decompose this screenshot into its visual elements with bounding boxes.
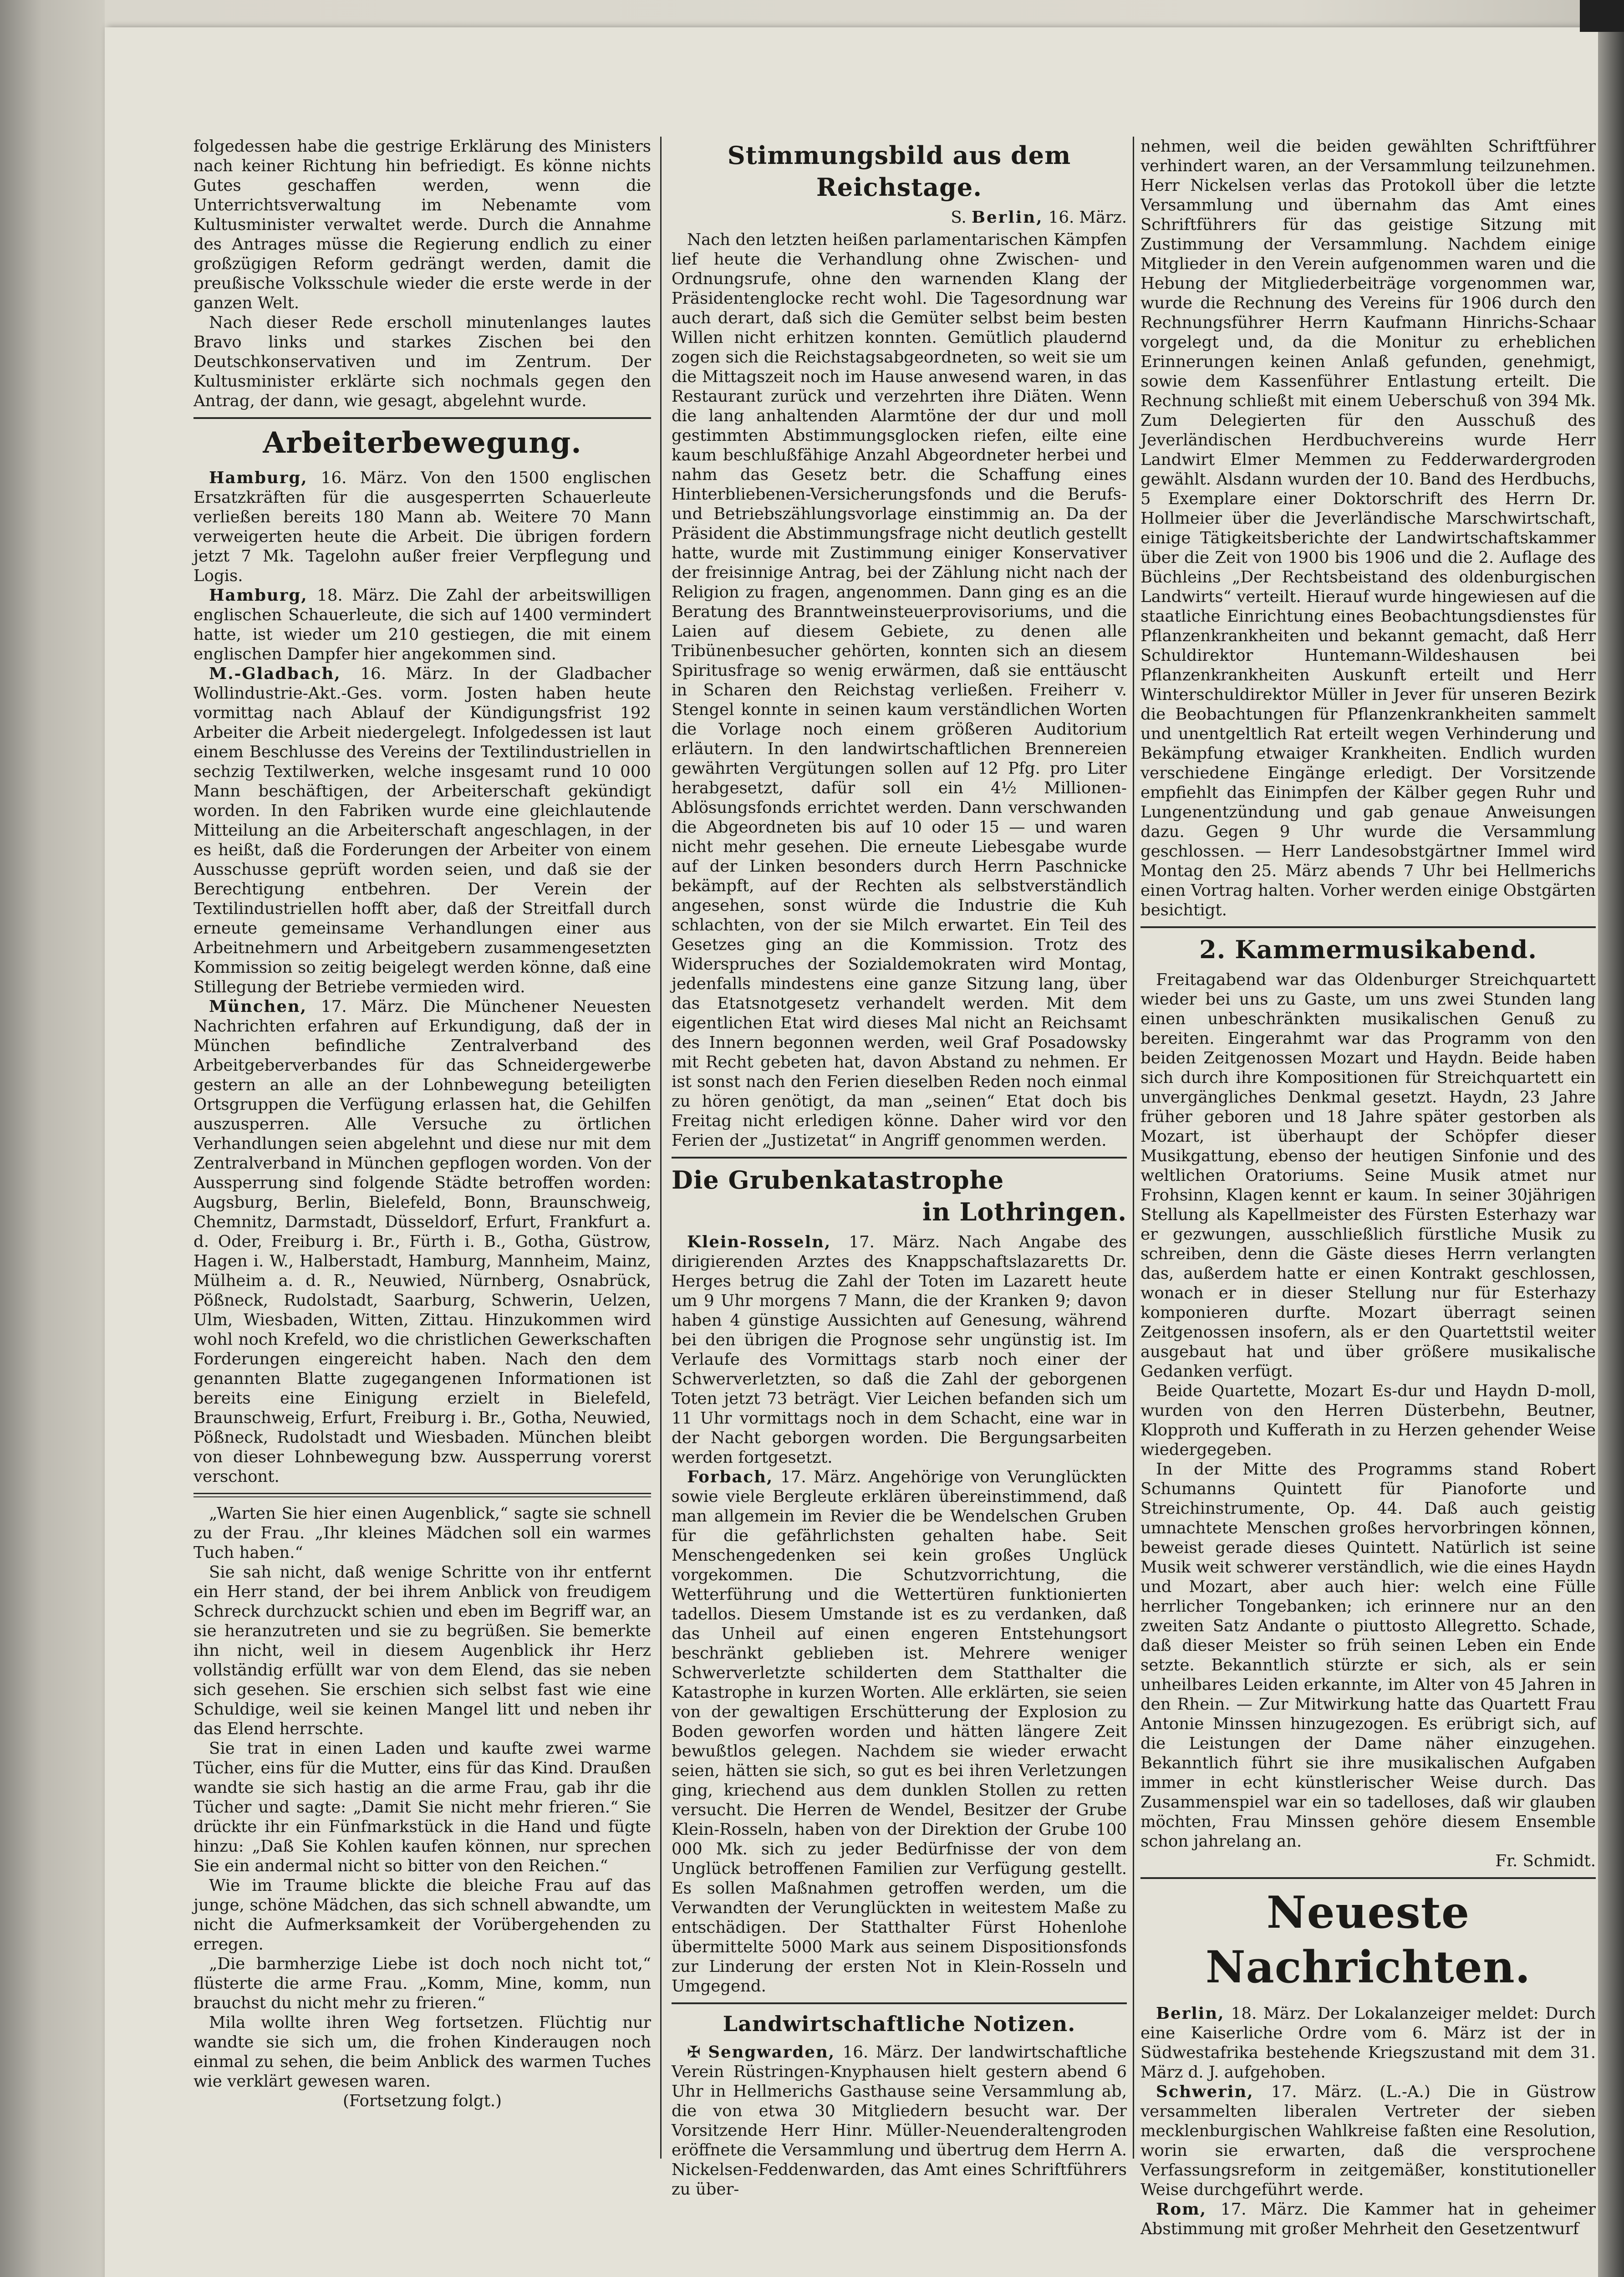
section-divider <box>1140 926 1596 928</box>
section-heading: Arbeiterbewegung. <box>263 426 582 460</box>
article-continuation: folgedessen habe die gestrige Erklärung des Ministers nach keiner Richtung hin befriedigt. Es könne nichts Gutes geschaffen werden, wenn die Unterrichtsverwaltung im Nebenamte vom Kultusminister verwaltet werde. Durch die Annahme des Antrages müsse die Regierung endlich zu einer großzügigen Reform gedrängt werden, damit die preußische Volksschule wieder die erste werde in der ganzen Welt. <box>193 137 651 312</box>
review-paragraph: In der Mitte des Programms stand Robert Schumanns Quintett für Pianoforte und Streichinstrumente, Op. 44. Daß auch geistig umnachtete Menschen großes hervorbringen können, beweist gerade dieses Quintett. Natürlich ist seine Musik weit schwerer verständlich, wie die eines Haydn und Mozart, aber auch hier: welch eine Fülle herrlicher Tongebanken; ich erinnere nur an den zweiten Satz Andante o piuttosto Allegretto. Schade, daß dieser Meister so früh seinen Leben ein Ende setzte. Bekanntlich stürzte er sich, als er sein unheilbares Leiden erkannte, im Alter von 45 Jahren in den Rhein. — Zur Mitwirkung hatte das Quartett Frau Antonie Minssen hinzugezogen. Es erübrigt sich, auf die Leistungen der Dame näher einzugehen. Bekanntlich führt sie ihre musikalischen Aufgaben immer in echt künstlerischer Weise durch. Das Zusammenspiel war ein so tadelloses, daß wir glauben möchten, Frau Minssen gehöre diesem Ensemble schon jahrelang an. <box>1140 1460 1596 1851</box>
dateline-date: 16. März. <box>1048 208 1127 227</box>
section-divider <box>193 417 651 419</box>
section-heading: Stimmungsbild aus dem Reichstage. <box>727 141 1071 202</box>
story-paragraph: „Die barmherzige Liebe ist doch noch nicht tot,“ flüsterte die arme Frau. „Komm, Mine, komm, nun brauchst du nicht mehr zu frieren.“ <box>193 1955 651 2012</box>
article-paragraph: Nach dieser Rede erscholl minutenlanges lautes Bravo links und starkes Zischen bei den Deutschkonservativen und im Zentrum. Der Kultusminister erklärte sich nochmals gegen den Antrag, der dann, wie gesagt, abgelehnt wurde. <box>193 313 651 410</box>
story-paragraph: Sie trat in einen Laden und kaufte zwei warme Tücher, eins für die Mutter, eins für das Kind. Draußen wandte sie sich hastig an die arme Frau, gab ihr die Tücher und sagte: „Damit Sie nicht mehr frieren.“ Sie drückte ihr ein Fünfmarkstück in die Hand und fügte hinzu: „Daß Sie Kohlen kaufen können, nur sprechen Sie ein andermal nicht so bitter von den Reichen.“ <box>193 1739 651 1875</box>
item-place: Schwerin, <box>1156 2083 1254 2101</box>
item-text: 17. März. Angehörige von Verunglückten sowie viele Bergleute erklären übereinstimmend, daß man allgemein im Revier die be Wendelschen Gruben für die gefährlichsten gehalten habe. Seit Menschengedenken sei kein großes Unglück vorgekommen. Die Schutzvorrichtung, die Wetterführung und die Wettertüren funktionierten tadellos. Diesem Umstande ist es zu verdanken, daß das Unheil auf einen engeren Entstehungsort beschränkt geblieben ist. Mehrere weniger Schwerverletzte schilderten dem Statthalter die Katastrophe in kurzen Worten. Alle erklärten, sie seien von der gewaltigen Erschütterung der Explosion zu Boden geworfen worden und hätten längere Zeit bewußtlos gelegen. Nachdem sie wieder erwacht seien, hätten sie sich, so gut es bei ihren Verletzungen ging, kriechend aus dem dunklen Stollen zu retten versucht. Die Herren de Wendel, Besitzer der Grube Klein-Rosseln, haben von der Direktion der Grube 100 000 Mk. sich zu jeder Bedürfnisse der von dem Unglück betroffenen Familien zur Verfügung gestellt. Es sollen Maßnahmen getroffen werden, um die Verwandten der Verunglückten in weitestem Maße zu entschädigen. Der Statthalter Fürst Hohenlohe übermittelte 5000 Mark aus seinem Dispositionsfonds zur Linderung der ersten Not in Klein-Rosseln und Umgegend. <box>672 1468 1127 1996</box>
news-item <box>193 997 651 1486</box>
item-place: Rom, <box>1156 2200 1207 2219</box>
author-signature: Fr. Schmidt. <box>1495 1852 1596 1870</box>
section-heading: 2. Kammermusikabend. <box>1199 935 1537 964</box>
story-paragraph: Mila wollte ihren Weg fortsetzen. Flüchtig nur wandte sie sich um, die frohen Kinderaugen noch einmal zu sehen, die beim Anblick des warmen Tuches wie verklärt gewesen waren. <box>193 2013 651 2091</box>
story-paragraph: Wie im Traume blickte die bleiche Frau auf das junge, schöne Mädchen, das sich schnell abwandte, um nicht die Aufmerksamkeit der Vorübergehenden zu erregen. <box>193 1876 651 1954</box>
item-text: 17. März. Die Münchener Neuesten Nachrichten erfahren auf Erkundigung, daß der in München befindliche Zentralverband des Arbeitgeberverbandes für das Schneidergewerbe gestern an alle an der Lohnbewegung beteiligten Ortsgruppen die Verfügung erlassen hat, die Gehilfen auszusperren. Alle Versuche zu örtlichen Verhandlungen seien abgelehnt und diese nur mit dem Zentralverband in München gepflogen worden. Von der Aussperrung sind folgende Städte betroffen worden: Augsburg, Berlin, Bielefeld, Bonn, Braunschweig, Chemnitz, Darmstadt, Düsseldorf, Erfurt, Frankfurt a. d. Oder, Freiburg i. Br., Fürth i. B., Gotha, Güstrow, Hagen i. W., Halberstadt, Hamburg, Mannheim, Mainz, Mülheim a. d. R., Neuwied, Nürnberg, Osnabrück, Pößneck, Rudolstadt, Saarburg, Schwerin, Uelzen, Ulm, Wiesbaden, Witten, Zittau. Hinzukommen wird wohl noch Krefeld, wo die christlichen Gewerkschaften Forderungen eingereicht haben. Nach den dem genannten Blatte zugegangenen Informationen ist bereits eine Einigung erzielt in Bielefeld, Braunschweig, Erfurt, Freiburg i. Br., Gotha, Neuwied, Pößneck, Rudolstadt und Wiesbaden. München bleibt von dieser Lohnbewegung bzw. Aussperrung vorerst verschont. <box>193 997 651 1486</box>
item-text: 16. März. Der landwirtschaftliche Verein Rüstringen-Knyphausen hielt gestern abend 6 Uhr in Hellmerichs Gasthause seine Versammlung ab, die von etwa 30 Mitgliedern besucht war. Der Vorsitzende Herr Hinr. Müller-Neuenderaltengroden eröffnete die Versammlung und übertrug dem Herrn A. Nickelsen-Feddenwarden, das Amt eines Schriftführers zu über- <box>672 2043 1127 2199</box>
section-heading-line2: in Lothringen. <box>922 1197 1127 1226</box>
section-heading: Neueste Nachrichten. <box>1205 1887 1531 1993</box>
column-rule <box>660 137 662 2159</box>
ornament-icon: ✠ <box>687 2043 701 2062</box>
review-paragraph: Beide Quartette, Mozart Es-dur und Haydn D-moll, wurden von den Herren Düsterbehn, Beutner, Klopproth und Kufferath in zu Herzen gehender Weise wiedergegeben. <box>1140 1382 1596 1459</box>
news-item <box>193 586 651 664</box>
section-divider <box>672 2002 1127 2004</box>
item-text: 17. März. Nach Angabe des dirigierenden Arztes des Knappschaftslazaretts Dr. Herges betrug die Zahl der Toten im Lazarett heute um 9 Uhr morgens 7 Mann, die der Kranken 9; davon haben 4 günstige Aussichten auf Genesung, während bei den übrigen die Prognose sehr ungünstig ist. Im Verlaufe des Vormittags starb noch einer der Schwerverletzten, so daß die Zahl der geborgenen Toten jetzt 73 beträgt. Vier Leichen befanden sich um 11 Uhr vormittags noch in dem Schacht, eine war in der Nacht geborgen worden. Die Bergungsarbeiten werden fortgesetzt. <box>672 1233 1127 1467</box>
dateline <box>672 208 1127 227</box>
continued-note: (Fortsetzung folgt.) <box>342 2092 502 2110</box>
item-place: München, <box>209 997 307 1016</box>
story-paragraph: Sie sah nicht, daß wenige Schritte von ihr entfernt ein Herr stand, der bei ihrem Anblick von freudigem Schreck durchzuckt schien und eben im Begriff war, an sie heranzutreten und sie zu begrüßen. Sie bemerkte ihn nicht, weil in diesem Augenblick ihr Herz vollständig erfüllt war von dem Elend, das sie neben sich gesehen. Sie erschien sich selbst fast wie eine Schuldige, weil sie keinen Mangel litt und neben ihr das Elend herrschte. <box>193 1563 651 1738</box>
news-item <box>672 1232 1127 1467</box>
column-rule <box>1133 137 1134 2159</box>
section-divider <box>1140 1877 1596 1879</box>
item-place: Hamburg, <box>209 469 308 487</box>
news-item <box>672 1467 1127 1996</box>
page-fold-shadow <box>1598 0 1624 2277</box>
item-text: 18. März. Die Zahl der arbeitswilligen englischen Schauerleute, die sich auf 1400 vermindert hatte, ist wieder um 210 gestiegen, die mit einem englischen Dampfer hier angekommen sind. <box>193 586 651 664</box>
news-item <box>193 468 651 586</box>
feuilleton-divider <box>193 1493 651 1497</box>
item-place: Berlin, <box>1156 2004 1225 2023</box>
item-text: 17. März. Die Kammer hat in geheimer Abstimmung mit großer Mehrheit den Gesetzentwurf <box>1140 2200 1596 2238</box>
item-place: Hamburg, <box>209 586 308 605</box>
item-place: Forbach, <box>687 1468 774 1486</box>
section-divider <box>672 1157 1127 1159</box>
news-item <box>672 2042 1127 2199</box>
item-text: 17. März. (L.-A.) Die in Güstrow versammelten liberalen Vertreter der sieben mecklenburgischen Wahlkreise faßten eine Resolution, worin sie erwarten, daß die versprochene Verfassungsreform in zeitgemäßer, konstitutioneller Weise durchgeführt werde. <box>1140 2083 1596 2199</box>
review-paragraph: Freitagabend war das Oldenburger Streichquartett wieder bei uns zu Gaste, um uns zwei Stunden lang einen unbeschränkten musikalischen Genuß zu bereiten. Eingerahmt war das Programm von den beiden Zeitgenossen Mozart und Haydn. Beide haben sich durch ihre Kompositionen für Streichquartett ein unvergängliches Denkmal gesetzt. Haydn, 23 Jahre früher geboren und 18 Jahre später gestorben als Mozart, ist überhaupt der Schöpfer dieser Musikgattung, ebenso der heutigen Sinfonie und des weltlichen Oratoriums. Seine Musik atmet nur Frohsinn, Klagen kennt er kaum. In seiner 30jährigen Stellung als Kapellmeister des Fürsten Esterhazy war er gezwungen, ausschließlich fürstliche Musik zu schreiben, denn die Gäste dieses Herrn verlangten das, außerdem hatte er einen Kontrakt geschlossen, wonach er in dieser Stellung nur für Esterhazy komponieren durfte. Mozart überragt seinen Zeitgenossen insofern, als er den Quartettstil weiter ausgebaut hat und über größere musikalische Gedanken verfügt. <box>1140 970 1596 1381</box>
scan-corner <box>1580 0 1624 32</box>
item-place: M.-Gladbach, <box>209 664 341 683</box>
binding-edge <box>0 0 105 2277</box>
author-initial: S. <box>951 208 967 227</box>
article-continuation: nehmen, weil die beiden gewählten Schriftführer verhindert waren, an der Versammlung teilzunehmen. Herr Nickelsen verlas das Protokoll über die letzte Versammlung und übernahm das Amt eines Schriftführers für das geistige Sitzung mit Zustimmung der Versammlung. Nachdem einige Mitglieder in den Verein aufgenommen waren und die Hebung der Mitgliederbeiträge vorgenommen war, wurde die Rechnung des Vereins für 1906 durch den Rechnungsführer Herrn Kaufmann Hinrichs-Schaar vorgelegt und, da die Monitur zu erheblichen Erinnerungen keinen Anlaß gefunden, genehmigt, sowie dem Kassenführer Entlastung erteilt. Die Rechnung schließt mit einem Ueberschuß von 394 Mk. Zum Delegierten für den Ausschuß des Jeverländischen Herdbuchvereins wurde Herr Landwirt Elmer Memmen zu Fedderwardergroden gewählt. Alsdann wurden der 10. Band des Herdbuchs, 5 Exemplare einer Doktorschrift des Herrn Dr. Hollmeier über die Jeverländische Marschwirtschaft, einige Tätigkeitsberichte der Landwirtschaftskammer über die Zeit von 1900 bis 1906 und die 2. Auflage des Büchleins „Der Rechtsbeistand des oldenburgischen Landwirts“ verteilt. Hierauf wurde hingewiesen auf die staatliche Einrichtung eines Beobachtungsdienstes für Pflanzenkrankheiten und bekannt gemacht, daß Herr Schuldirektor Huntemann-Wildeshausen bei Pflanzenkrankheiten Auskunft erteilt und Herr Winterschuldirektor Müller in Jever für unseren Bezirk die Beobachtungen für Pflanzenkrankheiten sammelt und unentgeltlich Rat erteilt wegen Verhinderung und Bekämpfung etwaiger Krankheiten. Endlich wurden verschiedene Eingänge erledigt. Der Vorsitzende empfiehlt das Einimpfen der Kälber gegen Ruhr und Lungenentzündung und gab genaue Anweisungen dazu. Gegen 9 Uhr wurde die Versammlung geschlossen. — Herr Landesobstgärtner Immel wird Montag den 25. März abends 7 Uhr bei Hellmerichs einen Vortrag halten. Vorher werden einige Obstgärten besichtigt. <box>1140 137 1596 919</box>
news-item <box>1140 2004 1596 2082</box>
news-item <box>1140 2082 1596 2200</box>
item-place: Klein-Rosseln, <box>687 1233 831 1251</box>
story-paragraph: „Warten Sie hier einen Augenblick,“ sagte sie schnell zu der Frau. „Ihr kleines Mädchen soll ein warmes Tuch haben.“ <box>193 1504 651 1562</box>
item-text: 16. März. Von den 1500 englischen Ersatzkräften für die ausgesperrten Schauerleute verließen bereits 180 Mann ab. Weitere 70 Mann verweigerten heute die Arbeit. Die übrigen fordern jetzt 7 Mk. Tagelohn außer freier Verpflegung und Logis. <box>193 469 651 585</box>
column-3 <box>1140 137 1596 2238</box>
item-place: Sengwarden, <box>708 2043 835 2062</box>
column-1 <box>193 137 651 2168</box>
section-heading-line1: Die Grubenkatastrophe <box>672 1165 1004 1195</box>
dateline-place: Berlin, <box>972 208 1044 227</box>
news-item <box>193 664 651 997</box>
news-item <box>1140 2200 1596 2239</box>
item-text: 16. März. In der Gladbacher Wollindustrie-Akt.-Ges. vorm. Josten haben heute vormittag nach Ablauf der Kündigungsfrist 192 Arbeiter die Arbeit niedergelegt. Infolgedessen ist laut einem Beschlusse des Vereins der Textilindustriellen in sechzig Textilwerken, welche insgesamt rund 10 000 Mann beschäftigen, der Arbeiterschaft gekündigt worden. In den Fabriken wurde eine gleichlautende Mitteilung an die Arbeiterschaft angeschlagen, in der es heißt, daß die Forderungen der Arbeiter von einem Ausschusse geprüft worden seien, und daß sie der Berechtigung entbehren. Der Verein der Textilindustriellen hofft aber, daß der Streitfall durch erneute gemeinsame Verhandlungen einer aus Arbeitnehmern und Arbeitgebern zusammengesetzten Kommission so zeitig beigelegt werden könne, daß eine Stillegung der Betriebe vermieden wird. <box>193 664 652 996</box>
column-2 <box>672 137 1127 2199</box>
item-text: 18. März. Der Lokalanzeiger meldet: Durch eine Kaiserliche Ordre vom 6. März ist der in Südwestafrika bestehende Kriegszustand mit dem 31. März d. J. aufgehoben. <box>1140 2004 1596 2082</box>
article-paragraph: Nach den letzten heißen parlamentarischen Kämpfen lief heute die Verhandlung ohne Zwischen- und Ordnungsrufe, ohne den warnenden Klang der Präsidentenglocke recht wohl. Die Tagesordnung war auch derart, daß sich die Gemüter selbst beim besten Willen nicht erhitzen konnten. Gemütlich plaudernd zogen sich die Reichstagsabgeordneten, so weit sie um die Mittagszeit noch im Hause anwesend waren, in das Restaurant zurück und verzehrten ihre Diäten. Wenn die lang anhaltenden Alarmtöne der dur und moll gestimmten Abstimmungsglocken riefen, eilte eine kaum beschlußfähige Anzahl Abgeordneter herbei und nahm das Gesetz betr. die Schaffung eines Hinterbliebenen-Versicherungsfonds und die Berufs- und Betriebszählungsvorlage einstimmig an. Da der Präsident die Abstimmungsfrage nicht deutlich gestellt hatte, wurde mit Zustimmung einiger Konservativer der freisinnige Antrag, bei der Zählung nicht nach der Religion zu fragen, angenommen. Dann ging es an die Beratung des Branntweinsteuerprovisoriums, und die Laien auf diesem Gebiete, zu denen alle Tribünenbesucher gehörten, konnten sich an diesem Spiritusfrage so wenig erwärmen, daß sie enttäuscht in Scharen den Reichstag verließen. Freiherr v. Stengel konnte in seinen kaum verständlichen Worten die Vorlage noch einem größeren Auditorium erläutern. In den landwirtschaftlichen Brennereien gewährten Vergütungen sollen auf 12 Pfg. pro Liter herabgesetzt, dafür soll ein 4½ Millionen-Ablösungsfonds errichtet werden. Dann verschwanden die Abgeordneten bis auf 10 oder 15 — und waren nicht mehr gesehen. Die erneute Liebesgabe wurde auf der Linken besonders durch Herrn Paschnicke bekämpft, auf der Rechten als selbstverständlich angesehen, sonst würde die Industrie die Kuh schlachten, von der sie Milch erwartet. Ein Teil des Gesetzes ging an die Kommission. Trotz des Widerspruches der Sozialdemokraten wird Montag, jedenfalls mindestens eine ganze Sitzung lang, über das Etatsnotgesetz verhandelt werden. Mit dem eigentlichen Etat wird dieses Mal nicht an Reichsamt des Innern begonnen werden, weil Graf Posadowsky mit Recht gebeten hat, davon Abstand zu nehmen. Er ist sonst nach den Ferien dieselben Reden noch einmal zu hören genötigt, da man „seinen“ Etat doch bis Freitag nicht erledigen könne. Daher wird vor den Ferien der „Justizetat“ in Angriff genommen werden. <box>672 230 1127 1150</box>
section-heading: Landwirtschaftliche Notizen. <box>723 2012 1076 2036</box>
